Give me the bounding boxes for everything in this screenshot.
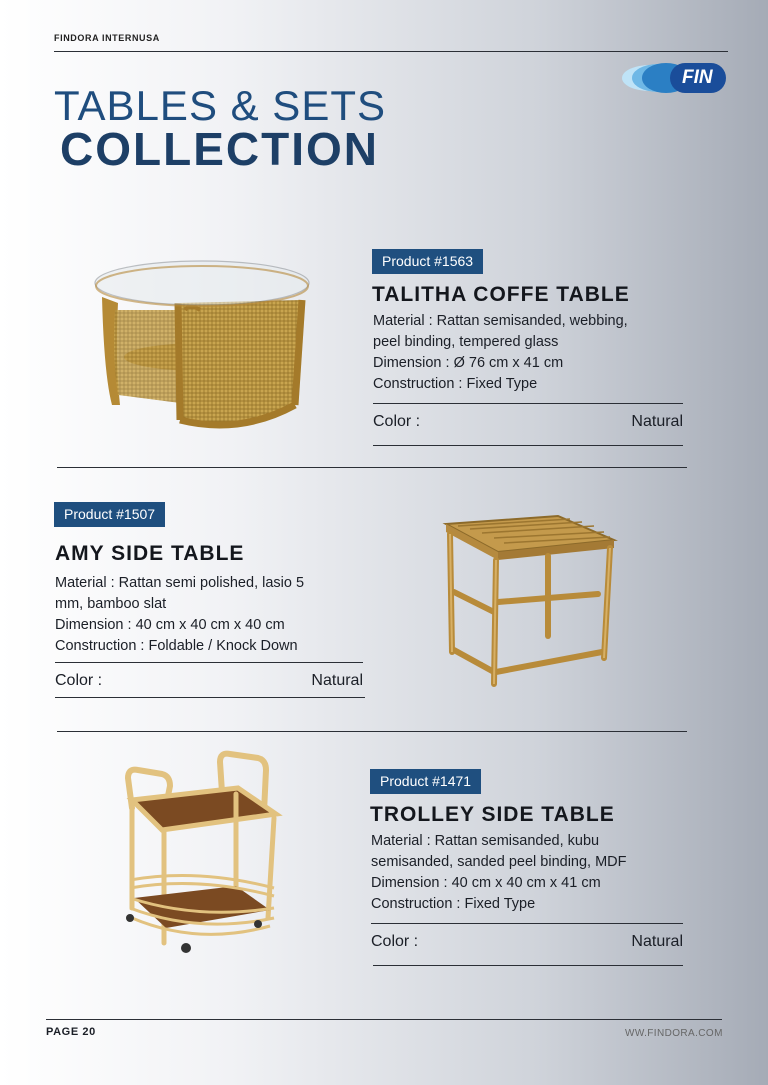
color-top-rule bbox=[55, 662, 363, 663]
color-value: Natural bbox=[311, 672, 363, 689]
product-badge: Product #1471 bbox=[370, 769, 481, 794]
page-title-line1: TABLES & SETS bbox=[54, 82, 386, 129]
header-rule bbox=[54, 51, 728, 52]
color-row bbox=[373, 413, 683, 433]
website-url: WW.FINDORA.COM bbox=[625, 1028, 723, 1039]
color-top-rule bbox=[371, 923, 683, 924]
color-value: Natural bbox=[631, 933, 683, 950]
color-label: Color : bbox=[55, 672, 103, 689]
product-image-talitha bbox=[90, 255, 315, 440]
product-badge: Product #1563 bbox=[372, 249, 483, 274]
color-label: Color : bbox=[373, 413, 421, 430]
product-image-trolley bbox=[118, 748, 283, 958]
section-divider bbox=[57, 467, 687, 468]
spec-line: Construction : Fixed Type bbox=[373, 376, 538, 392]
spec-line: semisanded, sanded peel binding, MDF bbox=[371, 854, 627, 870]
footer-rule bbox=[46, 1019, 722, 1020]
product-specs bbox=[55, 573, 304, 657]
color-row bbox=[371, 933, 683, 953]
product-image-amy bbox=[438, 512, 620, 692]
page-title-line2: COLLECTION bbox=[60, 123, 379, 175]
color-top-rule bbox=[373, 403, 683, 404]
product-badge: Product #1507 bbox=[54, 502, 165, 527]
product-name: AMY SIDE TABLE bbox=[55, 542, 245, 565]
color-row bbox=[55, 672, 363, 692]
section-divider bbox=[57, 731, 687, 732]
logo-text: FIN bbox=[682, 67, 713, 88]
color-bottom-rule bbox=[373, 445, 683, 446]
color-bottom-rule bbox=[373, 965, 683, 966]
spec-line: Construction : Foldable / Knock Down bbox=[55, 638, 298, 654]
color-value: Natural bbox=[631, 413, 683, 430]
color-bottom-rule bbox=[55, 697, 365, 698]
spec-line: Material : Rattan semi polished, lasio 5 bbox=[55, 575, 305, 591]
page-number: PAGE 20 bbox=[46, 1026, 96, 1038]
spec-line: Material : Rattan semisanded, kubu bbox=[371, 833, 600, 849]
product-name: TALITHA COFFE TABLE bbox=[372, 283, 630, 306]
spec-line: Material : Rattan semisanded, webbing, bbox=[373, 313, 628, 329]
fin-logo bbox=[620, 60, 728, 96]
spec-line: Construction : Fixed Type bbox=[371, 896, 536, 912]
color-label: Color : bbox=[371, 933, 419, 950]
spec-line: mm, bamboo slat bbox=[55, 596, 167, 612]
spec-line: Dimension : Ø 76 cm x 41 cm bbox=[373, 355, 564, 371]
product-name: TROLLEY SIDE TABLE bbox=[370, 803, 615, 826]
spec-line: Dimension : 40 cm x 40 cm x 40 cm bbox=[55, 617, 285, 633]
product-specs bbox=[373, 311, 628, 395]
brand-name: FINDORA INTERNUSA bbox=[54, 33, 160, 43]
product-specs bbox=[371, 831, 627, 915]
spec-line: peel binding, tempered glass bbox=[373, 334, 559, 350]
spec-line: Dimension : 40 cm x 40 cm x 41 cm bbox=[371, 875, 601, 891]
